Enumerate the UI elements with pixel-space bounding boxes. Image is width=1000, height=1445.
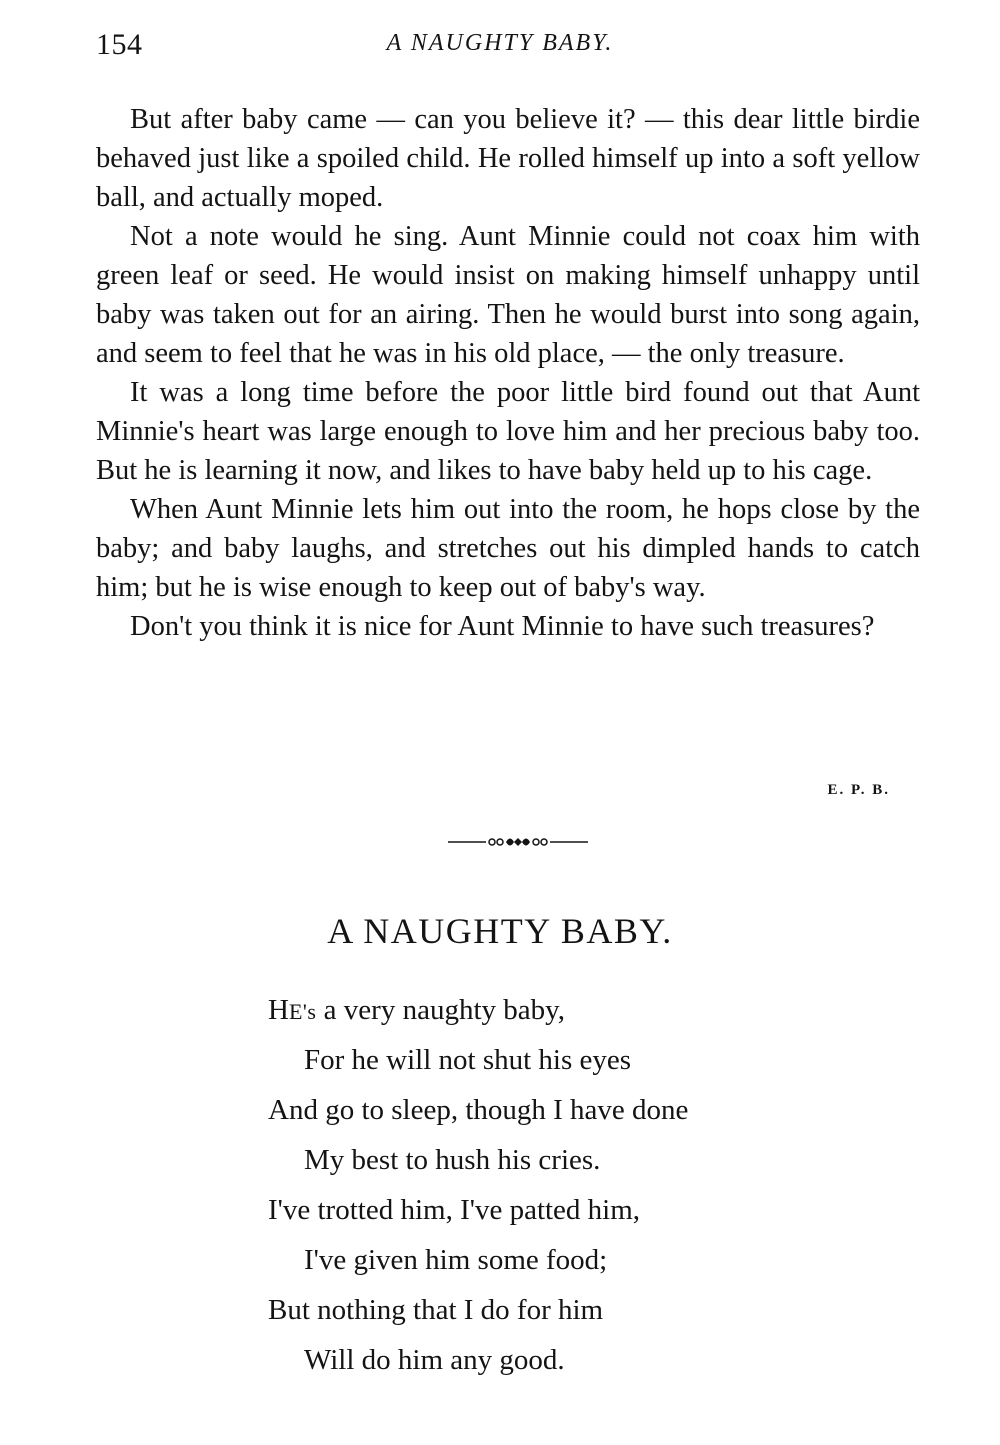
paragraph: But after baby came — can you believe it? — this dear little birdie behaved just like a spoiled child. He rolled himself up into a soft yellow ball, and actually moped.	[96, 104, 920, 213]
poem-line	[268, 985, 908, 1035]
poem-line: I've trotted him, I've patted him,	[268, 1194, 641, 1226]
paragraph: It was a long time before the poor little bird found out that Aunt Minnie's heart was large enough to love him and her precious baby too. But he is learning it now, and likes to have baby held up to his cage.	[96, 377, 920, 486]
poem-line: Will do him any good.	[304, 1344, 565, 1376]
poem-line: But nothing that I do for him	[268, 1294, 604, 1326]
paragraph: When Aunt Minnie lets him out into the room, he hops close by the baby; and baby laughs, and stretches out his dimpled hands to catch him; but he is wise enough to keep out of baby's way.	[96, 494, 920, 603]
first-line-text: a very naughty baby,	[316, 994, 565, 1026]
poem-line: My best to hush his cries.	[304, 1144, 601, 1176]
drop-cap-initial: H	[268, 994, 289, 1026]
paragraph: Not a note would he sing. Aunt Minnie could not coax him with green leaf or seed. He would insist on making himself unhappy until baby was taken out for an airing. Then he would burst into song again, and seem to feel that he was in his old place, — the only treasure.	[96, 221, 920, 369]
poem-line: And go to sleep, though I have done	[268, 1094, 689, 1126]
page-number: 154	[96, 28, 143, 61]
poem-line: For he will not shut his eyes	[304, 1044, 632, 1076]
ornament-divider-icon	[448, 832, 588, 852]
running-title: A NAUGHTY BABY.	[386, 30, 614, 56]
paragraph: Don't you think it is nice for Aunt Minnie to have such treasures?	[130, 611, 875, 642]
author-signature: E. P. B.	[827, 782, 890, 798]
poem-body	[268, 985, 908, 1385]
story-text	[96, 100, 920, 646]
poem-line: I've given him some food;	[304, 1244, 608, 1276]
small-caps-rest: E's	[288, 999, 317, 1024]
poem-title: A NAUGHTY BABY.	[327, 911, 673, 951]
